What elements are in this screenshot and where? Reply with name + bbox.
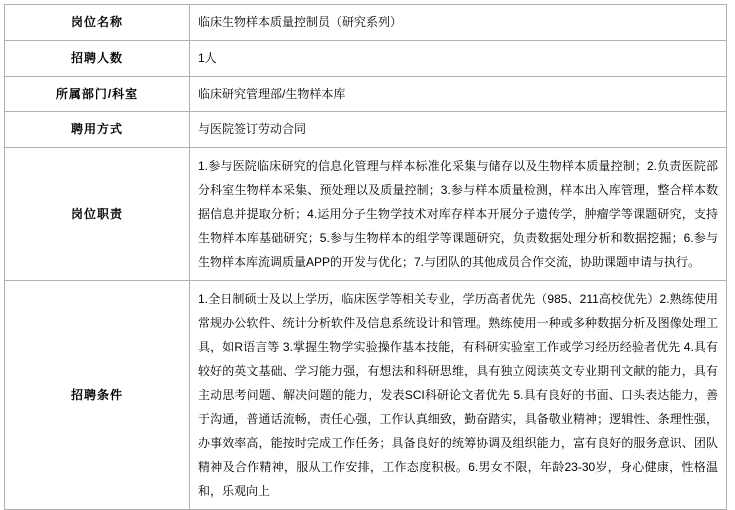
job-posting-table-body [5, 5, 727, 510]
row-label: 岗位名称 [5, 5, 190, 41]
table-row [5, 112, 727, 148]
row-value: 临床研究管理部/生物样本库 [190, 76, 727, 112]
row-value: 与医院签订劳动合同 [190, 112, 727, 148]
table-row [5, 281, 727, 510]
row-value: 1.全日制硕士及以上学历，临床医学等相关专业，学历高者优先（985、211高校优先）2.熟练使用常规办公软件、统计分析软件及信息系统设计和管理。熟练使用一种或多种数据分析及图像处理工具，如R语言等 3.掌握生物学实验操作基本技能，有科研实验室工作或学习经历经验者优先 4.具有较好的英文基础、学习能力强，有想法和科研思维，具有独立阅读英文专业期刊文献的能力，具有主动思考问题、解决问题的能力，发表SCI科研论文者优先 5.具有良好的书面、口头表达能力，善于沟通，普通话流畅，责任心强，工作认真细致，勤奋踏实，具备敬业精神；逻辑性、条理性强，办事效率高，能按时完成工作任务；具备良好的统筹协调及组织能力，富有良好的服务意识、团队精神及合作精神，服从工作安排，工作态度积极。6.男女不限，年龄23-30岁，身心健康，性格温和，乐观向上 [190, 281, 727, 510]
row-value: 临床生物样本质量控制员（研究系列） [190, 5, 727, 41]
table-row [5, 40, 727, 76]
row-label: 招聘条件 [5, 281, 190, 510]
table-row [5, 148, 727, 281]
row-value: 1.参与医院临床研究的信息化管理与样本标准化采集与储存以及生物样本质量控制；2.负责医院部分科室生物样本采集、预处理以及质量控制；3.参与样本质量检测，样本出入库管理，整合样本数据信息并提取分析；4.运用分子生物学技术对库存样本开展分子遗传学，肿瘤学等课题研究，支持生物样本库基础研究；5.参与生物样本的组学等课题研究，负责数据处理分析和数据挖掘；6.参与生物样本库流调质量APP的开发与优化；7.与团队的其他成员合作交流，协助课题申请与执行。 [190, 148, 727, 281]
job-posting-table [4, 4, 727, 510]
row-value: 1人 [190, 40, 727, 76]
row-label: 聘用方式 [5, 112, 190, 148]
row-label: 岗位职责 [5, 148, 190, 281]
row-label: 所属部门/科室 [5, 76, 190, 112]
table-row [5, 76, 727, 112]
table-row [5, 5, 727, 41]
row-label: 招聘人数 [5, 40, 190, 76]
